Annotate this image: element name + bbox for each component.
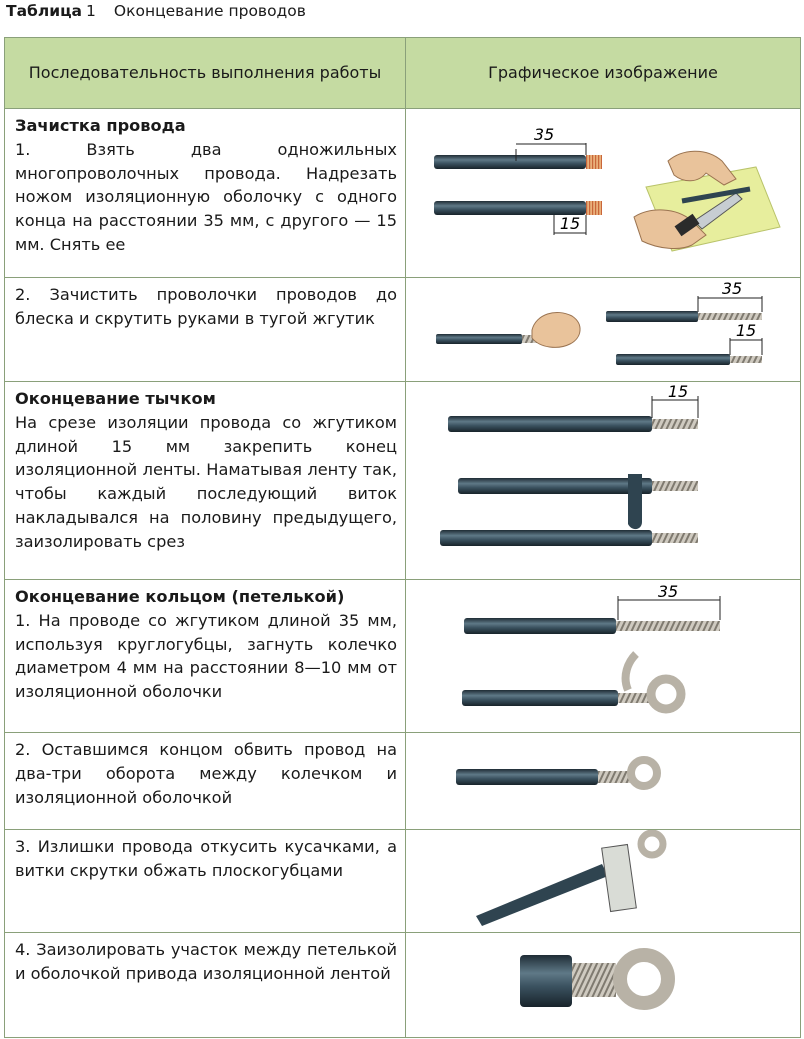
table-row xyxy=(5,278,801,382)
loop-bending-illustration xyxy=(406,580,801,732)
step-text: 3. Излишки провода откусить кусачками, а витки скрутки обжать плоскогубцами xyxy=(15,837,397,880)
table-row xyxy=(5,830,801,933)
insulation-tape xyxy=(628,474,642,529)
dimension-label: 15 xyxy=(667,382,689,401)
table-row xyxy=(5,109,801,278)
step-cell xyxy=(5,109,406,278)
step-cell xyxy=(5,830,406,933)
step-cell xyxy=(5,278,406,382)
step-cell xyxy=(5,933,406,1038)
section-title: Зачистка провода xyxy=(15,116,186,135)
dimension-label: 35 xyxy=(533,125,555,144)
figure-cell xyxy=(406,382,801,580)
caption-number: 1 xyxy=(86,2,96,20)
wire-angled xyxy=(476,864,608,926)
dimension-label: 15 xyxy=(735,321,757,340)
wire-termination-table xyxy=(4,37,801,1038)
section-title: Оконцевание кольцом (петелькой) xyxy=(15,587,345,606)
table-row xyxy=(5,580,801,733)
dimension-label: 35 xyxy=(721,279,743,298)
pliers-icon xyxy=(602,845,637,912)
dimension-label: 35 xyxy=(657,582,679,601)
step-text: 1. Взять два одножильных многопроволочных провода. Надрезать ножом изоляционную оболочку с одного конца на расстоянии 35 мм, с другого — 15 мм. Снять ее xyxy=(15,139,397,254)
figure-cell xyxy=(406,933,801,1038)
wire-2 xyxy=(434,201,586,215)
table-row xyxy=(5,933,801,1038)
header-row xyxy=(5,38,801,109)
wire-2-cut xyxy=(586,201,602,215)
step-cell xyxy=(5,733,406,830)
step-cell xyxy=(5,580,406,733)
crimping-illustration xyxy=(406,830,801,932)
wire-loop xyxy=(631,760,657,786)
wire-loop xyxy=(641,833,663,855)
step-text: 1. На проводе со жгутиком длиной 35 мм, используя круглогубцы, загнуть колечко диаметром 4 мм на расстоянии 8—10 мм от изоляционной оболочки xyxy=(15,610,397,702)
figure-cell xyxy=(406,733,801,830)
wrapping-illustration xyxy=(406,733,801,829)
table-caption xyxy=(6,2,306,20)
table-row xyxy=(5,733,801,830)
twisting-illustration xyxy=(406,278,801,381)
header-sequence: Последовательность выполнения работы xyxy=(5,38,406,109)
table-row xyxy=(5,382,801,580)
figure-cell xyxy=(406,580,801,733)
dimension-label: 15 xyxy=(559,214,581,233)
caption-title: Оконцевание проводов xyxy=(113,2,306,20)
wire-1-cut xyxy=(586,155,602,169)
header-graphic: Графическое изображение xyxy=(406,38,801,109)
wire-1 xyxy=(434,155,586,169)
step-text: 2. Зачистить проволочки проводов до блеска и скрутить руками в тугой жгутик xyxy=(15,285,397,328)
stripping-illustration xyxy=(406,109,801,277)
figure-cell xyxy=(406,109,801,278)
figure-cell xyxy=(406,830,801,933)
step-cell xyxy=(5,382,406,580)
wire-loop xyxy=(651,679,681,709)
wire-loop xyxy=(620,955,668,1003)
section-title: Оконцевание тычком xyxy=(15,389,216,408)
caption-label: Таблица xyxy=(6,2,83,20)
insulated-loop-illustration xyxy=(406,933,801,1037)
step-text: 4. Заизолировать участок между петелькой и оболочкой привода изоляционной лентой xyxy=(15,940,397,983)
step-text: 2. Оставшимся концом обвить провод на два-три оборота между колечком и изоляционной оболочкой xyxy=(15,740,397,807)
fingers-icon xyxy=(532,312,580,347)
figure-cell xyxy=(406,278,801,382)
step-text: На срезе изоляции провода со жгутиком длиной 15 мм закрепить конец изоляционной ленты. Наматывая ленту так, чтобы каждый последующий виток накладывался на половину предыдущего, заизолировать срез xyxy=(15,412,397,551)
tip-termination-illustration xyxy=(406,382,801,579)
